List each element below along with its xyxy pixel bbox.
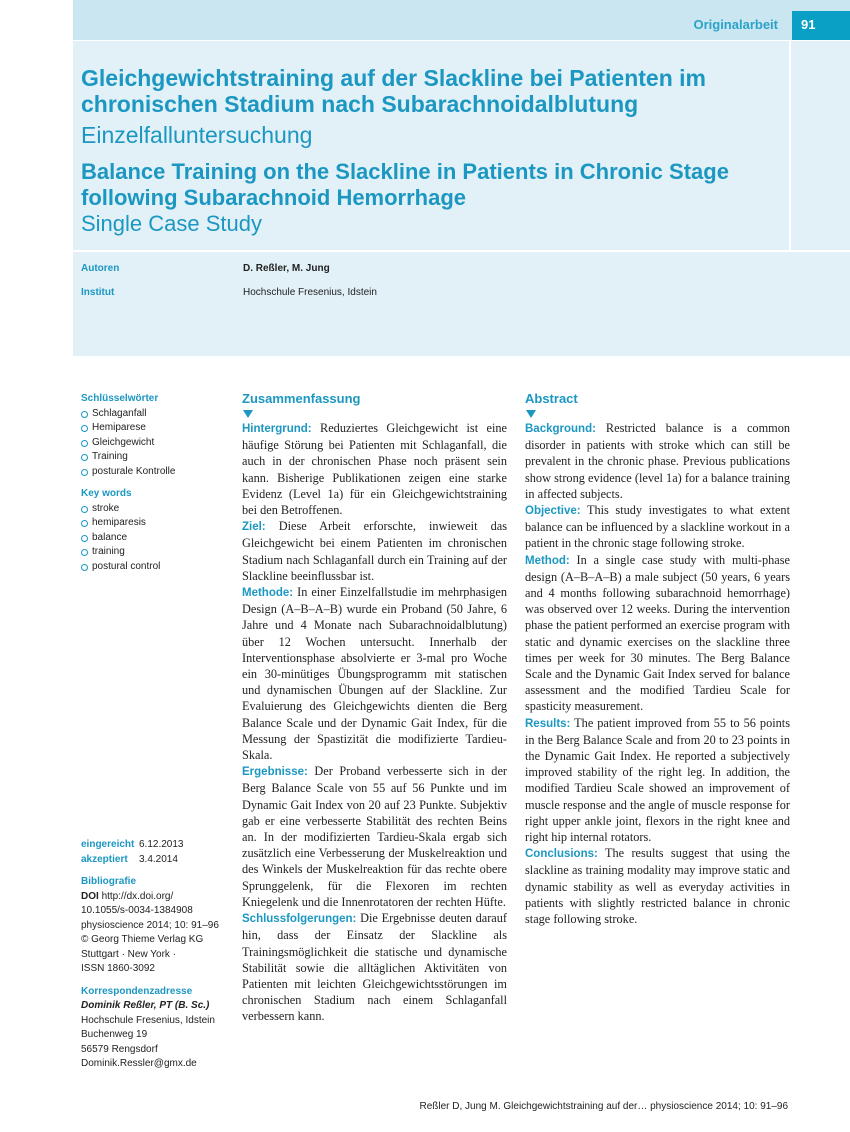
english-title: Balance Training on the Slackline in Patients in Chronic Stage following Subarachnoid Hemorrhage xyxy=(81,159,729,210)
german-subtitle: Einzelfalluntersuchung xyxy=(81,122,313,148)
bibliography-heading: Bibliografie xyxy=(81,876,137,887)
abstract-section: Schlussfolgerungen: Die Ergebnisse deuten darauf hin, dass der Einsatz der Slackline als Trainingsmöglichkeit die statische und dynamische Stabilität sowie die alltäglichen Aktivitäten von Patienten mit leichten Gleichgewichtsstörungen im chronischen Stadium nach einem Schlaganfall verbessern kann. xyxy=(242,911,508,1024)
abstract-section: Objective: This study investigates to what extent balance can be influenced by a slackline workout in a patient in the chronic stage following stroke. xyxy=(525,503,790,551)
keyword-item: stroke xyxy=(81,502,231,517)
header-band xyxy=(73,0,850,40)
abstract-english xyxy=(525,390,790,927)
abstract-section: Ergebnisse: Der Proband verbesserte sich in der Berg Balance Scale von 55 auf 56 Punkte und im Dynamic Gait Index von 20 auf 23 Punkte. Subjektiv gab er eine verbesserte Stabilität des rechten Beins an. In der modifizierten Tardieu-Skala ergab sich zusätzlich eine Verbesserung der Muskelreaktion und des Winkels der Muskelreaktion für das rechte obere Sprunggelenk, für die Flexoren im rechten Kniegelenk und die Innenrotatoren der rechten Hüfte. xyxy=(242,764,507,909)
doi-number: 10.1055/s-0034-1384908 xyxy=(81,905,193,916)
correspondence-address: Hochschule Fresenius, Idstein xyxy=(81,1014,215,1026)
accepted-label: akzeptiert xyxy=(81,853,128,865)
publisher-place: Stuttgart · New York · xyxy=(81,948,177,960)
page-number: 91 xyxy=(792,11,850,40)
copyright: © Georg Thieme Verlag KG xyxy=(81,934,204,945)
keyword-item: Schlaganfall xyxy=(81,407,231,422)
abstract-de-heading: Zusammenfassung xyxy=(242,391,361,406)
doi-label: DOI xyxy=(81,890,99,902)
keyword-item: Gleichgewicht xyxy=(81,436,231,451)
journal-reference: physioscience 2014; 10: 91–96 xyxy=(81,919,219,931)
keyword-item: training xyxy=(81,545,231,560)
correspondence-address: Buchenweg 19 xyxy=(81,1029,148,1040)
abstract-en-heading: Abstract xyxy=(525,391,578,406)
correspondence-address: 56579 Rengsdorf xyxy=(81,1043,158,1055)
abstract-german xyxy=(242,390,507,1025)
keywords-de-heading: Schlüsselwörter xyxy=(81,393,159,404)
title-block-margin xyxy=(791,40,850,250)
correspondence-email[interactable]: Dominik.Ressler@gmx.de xyxy=(81,1058,197,1069)
abstract-section: Hintergrund: Reduziertes Gleichgewicht ist eine häufige Störung bei Patienten mit Schlaganfall, die auch in der chronischen Phase noch präsent sein kann. Bisherige Publikationen zeigen eine starke Evidenz (Level 1a) für ein Gleichgewichtstraining bei den Betroffenen. xyxy=(242,421,507,518)
authors-label: Autoren xyxy=(81,263,120,274)
correspondence-heading: Korrespondenzadresse xyxy=(81,985,193,997)
keywords-sidebar xyxy=(81,392,231,574)
abstract-section: Ziel: Diese Arbeit erforschte, inwieweit das Gleichgewicht bei einem Patienten im chronischen Stadium nach Schlaganfall durch ein Training auf der Slackline beeinflussbar ist. xyxy=(242,519,507,583)
institute-value: Hochschule Fresenius, Idstein xyxy=(243,287,377,298)
keyword-item: hemiparesis xyxy=(81,516,231,531)
keyword-item: Hemiparese xyxy=(81,421,231,436)
doi-link[interactable]: http://dx.doi.org/ xyxy=(101,890,174,902)
page-footer-citation: Reßler D, Jung M. Gleichgewichtstraining auf der… physioscience 2014; 10: 91–96 xyxy=(419,1101,788,1112)
received-date: 6.12.2013 xyxy=(139,839,184,850)
keywords-en-heading: Key words xyxy=(81,488,132,499)
abstract-section: Method: In a single case study with multi-phase design (A–B–A–B) a male subject (50 years, 6 years and 4 months following subarachnoid hemorrhage) was observed over 12 weeks. During the intervention phase the patient performed an exercise program with static and dynamic exercises on the slackline three times per week for 30 minutes. The Berg Balance Scale and the Dynamic Gait Index served for balance assessment and the modified Tardieu Scale for spasticity measurement. xyxy=(525,552,791,714)
german-title: Gleichgewichtstraining auf der Slackline bei Patienten im chronischen Stadium nach Subarachnoidalblutung xyxy=(81,65,706,117)
abstract-section: Conclusions: The results suggest that using the slackline as training modality may improve static and dynamic stability as well as everyday activities in patients with slightly restricted balance in chronic stage following stroke. xyxy=(525,846,790,927)
issn: ISSN 1860-3092 xyxy=(81,963,155,974)
article-meta xyxy=(81,838,231,1072)
keyword-item: posturale Kontrolle xyxy=(81,465,231,480)
abstract-section: Results: The patient improved from 55 to 56 points in the Berg Balance Scale and from 20 to 23 points in the Dynamic Gait Index. He reported a subjectively improved stability of the right leg. In addition, the modified Tardieu Scale showed an improvement of muscle response and the angle of muscle response for right upper ankle joint, flexors in the right knee and right hip internal rotators. xyxy=(525,715,790,845)
title-block xyxy=(73,40,789,250)
english-subtitle: Single Case Study xyxy=(81,211,262,236)
abstract-section: Methode: In einer Einzelfallstudie im mehrphasigen Design (A–B–A–B) wurde ein Proband (50 Jahre, 6 Jahre und 4 Monate nach Subarachnoidalblutung) über 12 Wochen untersucht. Innerhalb der Interventionsphase absolvierte er 3-mal pro Woche ein 30-minütiges Übungsprogramm mit statischen und dynamischen Übungen auf der Slackline. Zur Evaluierung des Gleichgewichts dienten die Berg Balance Scale und der Dynamic Gait Index, für die Messung der Spastizität die modifizierte Tardieu-Skala. xyxy=(242,585,508,763)
institute-label: Institut xyxy=(81,287,115,298)
keyword-item: postural control xyxy=(81,560,231,575)
author-block xyxy=(73,251,850,356)
correspondence-name: Dominik Reßler, PT (B. Sc.) xyxy=(81,1000,210,1011)
keyword-item: balance xyxy=(81,531,231,546)
arrow-down-icon xyxy=(243,410,253,418)
authors-value: D. Reßler, M. Jung xyxy=(243,263,330,274)
accepted-date: 3.4.2014 xyxy=(139,853,178,865)
section-label: Originalarbeit xyxy=(693,17,778,32)
abstract-section: Background: Restricted balance is a common disorder in patients with stroke which can still be prevalent in the chronic phase. Previous publications show strong evidence (level 1a) for a balance training in affected subjects. xyxy=(525,421,790,501)
received-label: eingereicht xyxy=(81,839,135,850)
keyword-item: Training xyxy=(81,450,231,465)
arrow-down-icon xyxy=(526,410,536,418)
